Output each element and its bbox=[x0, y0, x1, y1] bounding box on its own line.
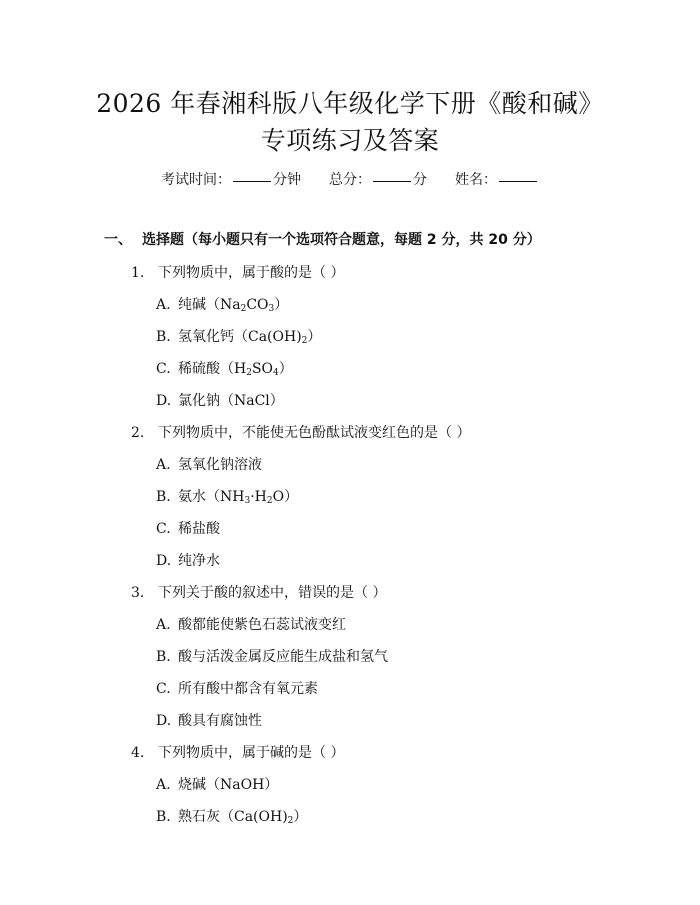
option-label: B. bbox=[156, 649, 171, 665]
option-text: 氢氧化钠溶液 bbox=[178, 457, 262, 473]
option-text: CO bbox=[246, 297, 269, 313]
time-unit: 分钟 bbox=[273, 172, 301, 188]
question-number: 4. bbox=[131, 745, 145, 761]
question-text: 下列物质中，属于酸的是（ ） bbox=[158, 265, 345, 281]
option-text: SO bbox=[251, 361, 274, 377]
question-2 bbox=[131, 422, 470, 442]
option-label: A. bbox=[156, 457, 171, 473]
option-2c bbox=[156, 518, 220, 538]
option-text: 酸具有腐蚀性 bbox=[178, 713, 262, 729]
name-blank bbox=[499, 180, 537, 182]
option-label: C. bbox=[156, 521, 171, 537]
score-blank bbox=[373, 180, 411, 182]
option-1b bbox=[156, 326, 321, 346]
subscript: 2 bbox=[246, 368, 252, 378]
question-text: 下列关于酸的叙述中，错误的是（ ） bbox=[158, 585, 387, 601]
title-line-1: 2026 年春湘科版八年级化学下册《酸和碱》 bbox=[96, 89, 604, 118]
option-label: A. bbox=[156, 777, 171, 793]
option-label: B. bbox=[156, 329, 171, 345]
option-label: D. bbox=[156, 393, 172, 409]
option-text: ） bbox=[274, 297, 289, 313]
option-2a bbox=[156, 454, 262, 474]
option-text: ·H bbox=[250, 489, 267, 505]
section-title: 选择题（每小题只有一个选项符合题意，每题 2 分，共 20 分） bbox=[142, 232, 541, 248]
option-text: 纯净水 bbox=[178, 553, 220, 569]
section-heading bbox=[104, 229, 541, 249]
option-text: 酸与活泼金属反应能生成盐和氢气 bbox=[178, 649, 388, 665]
subscript: 2 bbox=[240, 304, 247, 314]
question-text: 下列物质中，属于碱的是（ ） bbox=[158, 745, 345, 761]
subscript: 2 bbox=[287, 816, 294, 826]
option-text: ） bbox=[278, 361, 293, 377]
option-text: 氯化钠（NaCl） bbox=[178, 393, 284, 409]
option-3b bbox=[156, 646, 388, 666]
question-number: 2. bbox=[131, 425, 145, 441]
question-4 bbox=[131, 742, 344, 762]
section-number: 一、 bbox=[104, 232, 132, 248]
option-2d bbox=[156, 550, 220, 570]
option-3a bbox=[156, 614, 346, 634]
option-label: A. bbox=[156, 297, 171, 313]
subscript: 4 bbox=[273, 368, 279, 378]
option-4a bbox=[156, 774, 278, 794]
option-label: C. bbox=[156, 361, 171, 377]
subscript: 3 bbox=[244, 496, 251, 506]
time-label: 考试时间： bbox=[161, 172, 231, 188]
option-text: 稀硫酸（H bbox=[178, 361, 247, 377]
option-text: 稀盐酸 bbox=[178, 521, 220, 537]
name-label: 姓名： bbox=[455, 172, 497, 188]
subscript: 3 bbox=[268, 304, 275, 314]
option-2b bbox=[156, 486, 298, 506]
option-text: 酸都能使紫色石蕊试液变红 bbox=[178, 617, 346, 633]
option-3d bbox=[156, 710, 262, 730]
option-text: ） bbox=[293, 809, 308, 825]
exam-info-row bbox=[0, 169, 700, 189]
subscript: 2 bbox=[301, 336, 308, 346]
option-label: D. bbox=[156, 553, 172, 569]
option-text: ） bbox=[307, 329, 322, 345]
option-1c bbox=[156, 358, 293, 378]
time-blank bbox=[233, 180, 271, 182]
option-text: 氢氧化钙（Ca(OH) bbox=[178, 329, 302, 345]
question-number: 3. bbox=[131, 585, 145, 601]
question-3 bbox=[131, 582, 386, 602]
option-text: O） bbox=[272, 489, 299, 505]
option-label: D. bbox=[156, 713, 172, 729]
option-1d bbox=[156, 390, 284, 410]
option-text: 熟石灰（Ca(OH) bbox=[178, 809, 288, 825]
question-text: 下列物质中，不能使无色酚酞试液变红色的是（ ） bbox=[158, 425, 471, 441]
option-text: 所有酸中都含有氧元素 bbox=[178, 681, 318, 697]
subscript: 2 bbox=[266, 496, 273, 506]
option-label: B. bbox=[156, 809, 171, 825]
score-unit: 分 bbox=[413, 172, 427, 188]
question-1 bbox=[131, 262, 344, 282]
option-1a bbox=[156, 294, 288, 314]
option-label: A. bbox=[156, 617, 171, 633]
option-4b bbox=[156, 806, 307, 826]
question-number: 1. bbox=[131, 265, 145, 281]
title-line-2: 专项练习及答案 bbox=[260, 126, 440, 155]
option-label: B. bbox=[156, 489, 171, 505]
option-text: 氨水（NH bbox=[178, 489, 245, 505]
score-label: 总分： bbox=[329, 172, 371, 188]
option-label: C. bbox=[156, 681, 171, 697]
option-3c bbox=[156, 678, 318, 698]
option-text: 烧碱（NaOH） bbox=[178, 777, 279, 793]
option-text: 纯碱（Na bbox=[178, 297, 241, 313]
